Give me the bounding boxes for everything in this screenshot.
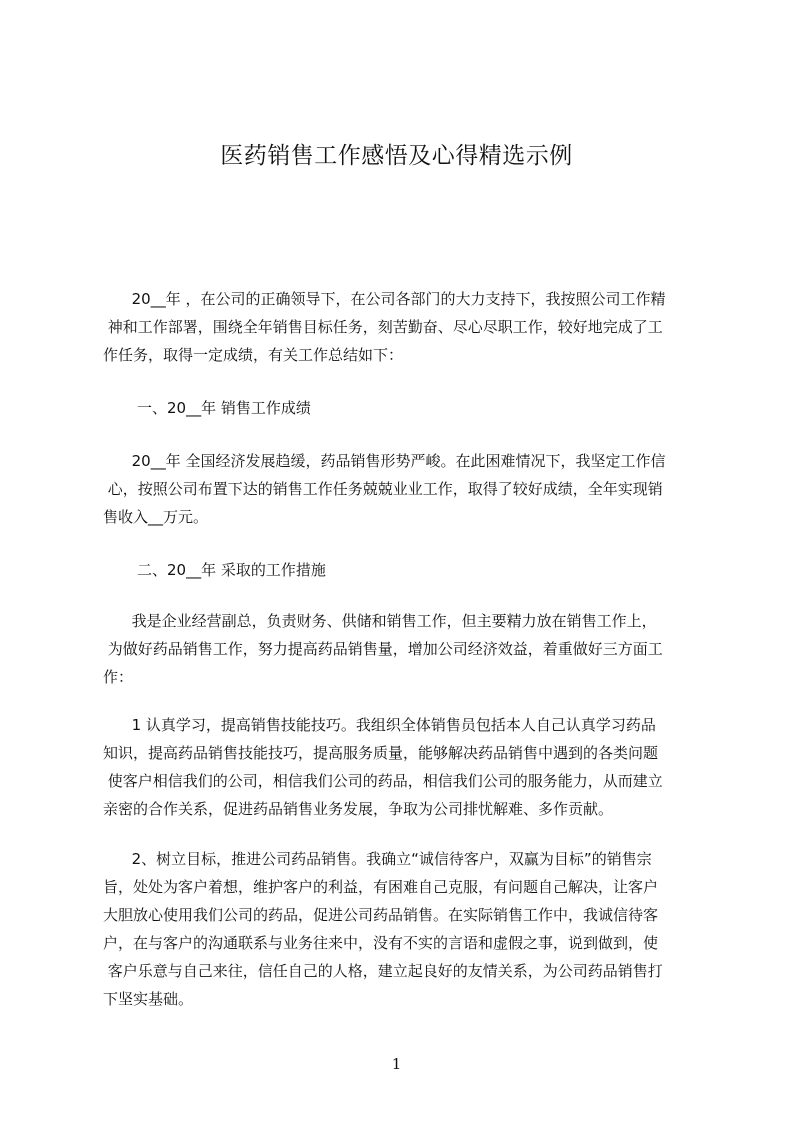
paragraph-line: 作： <box>103 668 134 686</box>
paragraph-line: 1 认真学习，提高销售技能技巧。我组织全体销售员包括本人自己认真学习药品 <box>103 716 656 734</box>
paragraph-line: 亲密的合作关系，促进药品销售业务发展，争取为公司排忧解难、多作贡献。 <box>103 800 614 818</box>
measures-intro-paragraph <box>103 607 709 691</box>
measure-item-1 <box>103 711 709 823</box>
document-title: 医药销售工作感悟及心得精选示例 <box>220 143 573 169</box>
paragraph-line: 户，在与客户的沟通联系与业务往来中，没有不实的言语和虚假之事，说到做到，使 <box>103 934 659 952</box>
achievements-paragraph <box>103 447 709 531</box>
paragraph-line: 2、树立目标，推进公司药品销售。我确立“诚信待客户，双赢为目标”的销售宗 <box>103 850 652 868</box>
paragraph-line: 大胆放心使用我们公司的药品，促进公司药品销售。在实际销售工作中，我诚信待客 <box>103 906 659 924</box>
section-heading-measures: 二、20__年 采取的工作措施 <box>137 561 326 579</box>
page-number: 1 <box>391 1055 402 1073</box>
paragraph-line: 为做好药品销售工作，努力提高药品销售量，增加公司经济效益，着重做好三方面工 <box>103 640 663 658</box>
measure-item-2 <box>103 845 709 1013</box>
paragraph-line: 客户乐意与自己来往，信任自己的人格，建立起良好的友情关系，为公司药品销售打 <box>103 962 663 980</box>
paragraph-line: 心，按照公司布置下达的销售工作任务兢兢业业工作，取得了较好成绩，全年实现销 <box>103 480 663 498</box>
paragraph-line: 神和工作部署，围绕全年销售目标任务，刻苦勤奋、尽心尽职工作，较好地完成了工 <box>103 318 663 336</box>
paragraph-line: 售收入__万元。 <box>103 508 209 526</box>
paragraph-line: 20__年 全国经济发展趋缓，药品销售形势严峻。在此困难情况下，我坚定工作信 <box>103 452 666 470</box>
paragraph-line: 我是企业经营副总，负责财务、供储和销售工作，但主要精力放在销售工作上， <box>103 612 657 630</box>
paragraph-line: 作任务，取得一定成绩，有关工作总结如下： <box>103 346 404 364</box>
section-heading-achievements: 一、20__年 销售工作成绩 <box>137 399 311 417</box>
intro-paragraph <box>103 285 709 369</box>
paragraph-line: 旨，处处为客户着想，维护客户的利益，有困难自己克服，有问题自己解决，让客户 <box>103 878 659 896</box>
paragraph-line: 下坚实基础。 <box>103 990 194 1008</box>
paragraph-line: 20__年 ，在公司的正确领导下，在公司各部门的大力支持下，我按照公司工作精 <box>103 290 666 308</box>
paragraph-line: 知识，提高药品销售技能技巧，提高服务质量，能够解决药品销售中遇到的各类问题 <box>103 744 659 762</box>
paragraph-line: 使客户相信我们的公司，相信我们公司的药品，相信我们公司的服务能力，从而建立 <box>103 772 663 790</box>
